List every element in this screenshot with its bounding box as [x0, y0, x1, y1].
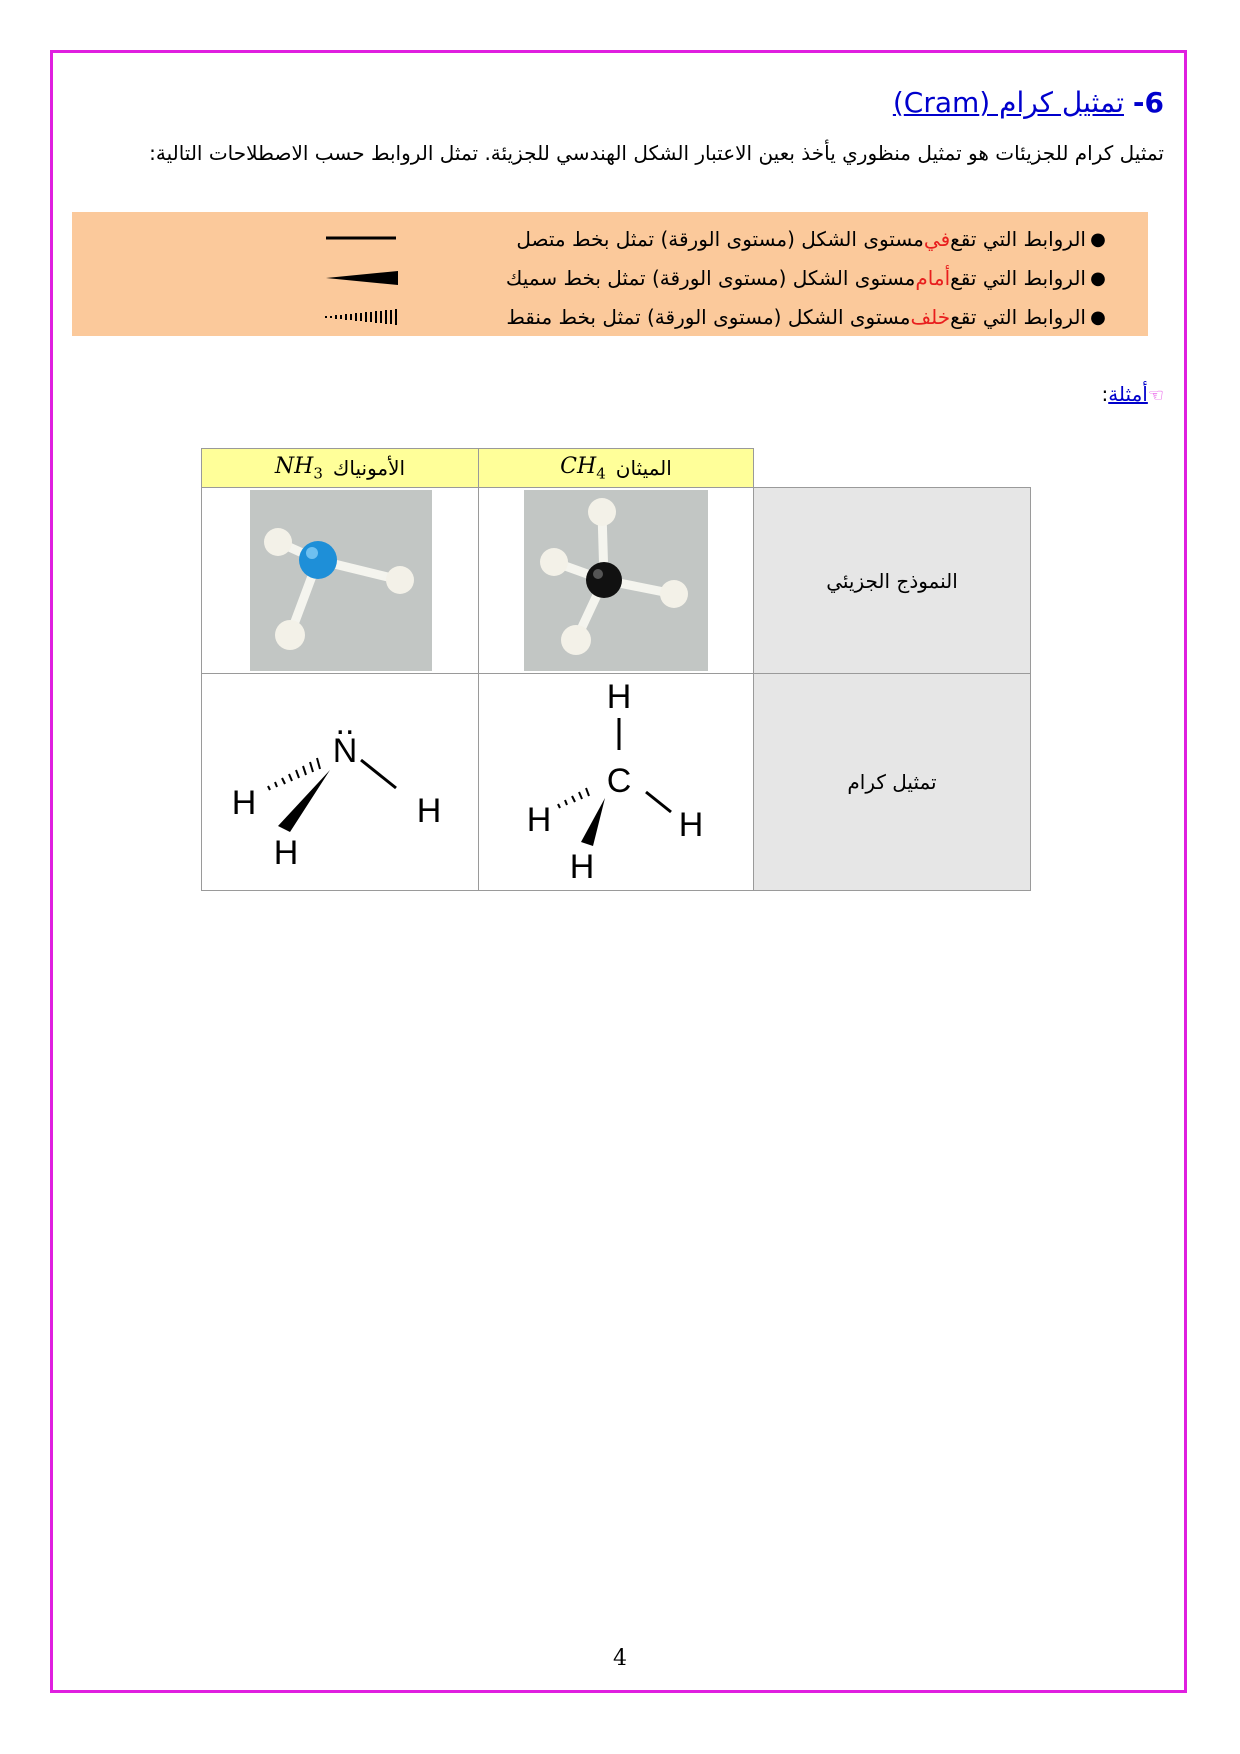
header-methane-name: الميثان [615, 456, 672, 480]
hydrogen-atom-top: H [606, 678, 632, 716]
section-title-link[interactable]: تمثيل كرام (Cram) [892, 86, 1124, 119]
convention-item-behind [506, 302, 1110, 332]
row-label-molecular-model: النموذج الجزيئي [753, 487, 1031, 674]
ammonia-cram-cell [201, 673, 479, 891]
examples-heading [1101, 382, 1164, 406]
carbon-atom: C [606, 762, 632, 800]
hydrogen-atom-right: H [678, 806, 704, 844]
methane-cram-structure [479, 674, 753, 890]
intro-paragraph: تمثيل كرام للجزيئات هو تمثيل منظوري يأخذ بعين الاعتبار الشكل الهندسي للجزيئة. تمثل الروابط حسب الاصطلاحات التالية: [149, 141, 1164, 165]
wedge-bond-icon [324, 266, 400, 290]
ammonia-model-cell [201, 487, 479, 674]
ammonia-cram-structure [202, 674, 478, 890]
convention-text-pre: الروابط التي تقع [950, 227, 1086, 251]
solid-line-bond-icon [324, 226, 398, 250]
header-ammonia-name: الأمونياك [332, 456, 406, 480]
convention-text-post: مستوى الشكل (مستوى الورقة) تمثل بخط متصل [516, 227, 924, 251]
conventions-box [72, 212, 1148, 336]
section-heading [893, 86, 1164, 119]
methane-ball-stick-model [524, 490, 708, 671]
ammonia-formula: $NH_3$ [274, 453, 323, 483]
page-number: 4 [613, 1646, 627, 1671]
hydrogen-atom-left: H [526, 801, 552, 839]
methane-model-cell [478, 487, 754, 674]
convention-text-pre: الروابط التي تقع [950, 266, 1086, 290]
convention-highlight: خلف [910, 305, 951, 329]
section-number: 6- [1132, 86, 1164, 119]
hydrogen-atom-bottom: H [273, 834, 299, 872]
ammonia-ball-stick-model [250, 490, 432, 671]
header-ammonia [201, 448, 479, 488]
methane-formula: $CH_4$ [560, 453, 606, 483]
convention-text-pre: الروابط التي تقع [950, 305, 1086, 329]
hydrogen-atom-bottom: H [569, 848, 595, 886]
header-methane [478, 448, 754, 488]
bullet-icon: ● [1090, 228, 1106, 250]
hydrogen-atom-right: H [416, 792, 442, 830]
methane-cram-cell [478, 673, 754, 891]
convention-item-front [506, 263, 1110, 293]
pointing-hand-icon: ☜ [1147, 385, 1164, 406]
convention-highlight: أمام [915, 266, 951, 290]
bullet-icon: ● [1090, 267, 1106, 289]
nitrogen-lone-pair: .. [335, 704, 355, 742]
examples-link[interactable]: أمثلة [1108, 382, 1148, 406]
nitrogen-atom: N [332, 732, 358, 770]
convention-highlight: في [923, 227, 951, 251]
bullet-icon: ● [1090, 306, 1106, 328]
examples-colon: : [1101, 382, 1109, 406]
row-label-cram: تمثيل كرام [753, 673, 1031, 891]
hydrogen-atom-left: H [231, 784, 257, 822]
convention-text-post: مستوى الشكل (مستوى الورقة) تمثل بخط منقط [506, 305, 911, 329]
convention-item-in-plane [516, 224, 1110, 254]
convention-text-post: مستوى الشكل (مستوى الورقة) تمثل بخط سميك [505, 266, 916, 290]
hashed-wedge-bond-icon [322, 305, 402, 329]
